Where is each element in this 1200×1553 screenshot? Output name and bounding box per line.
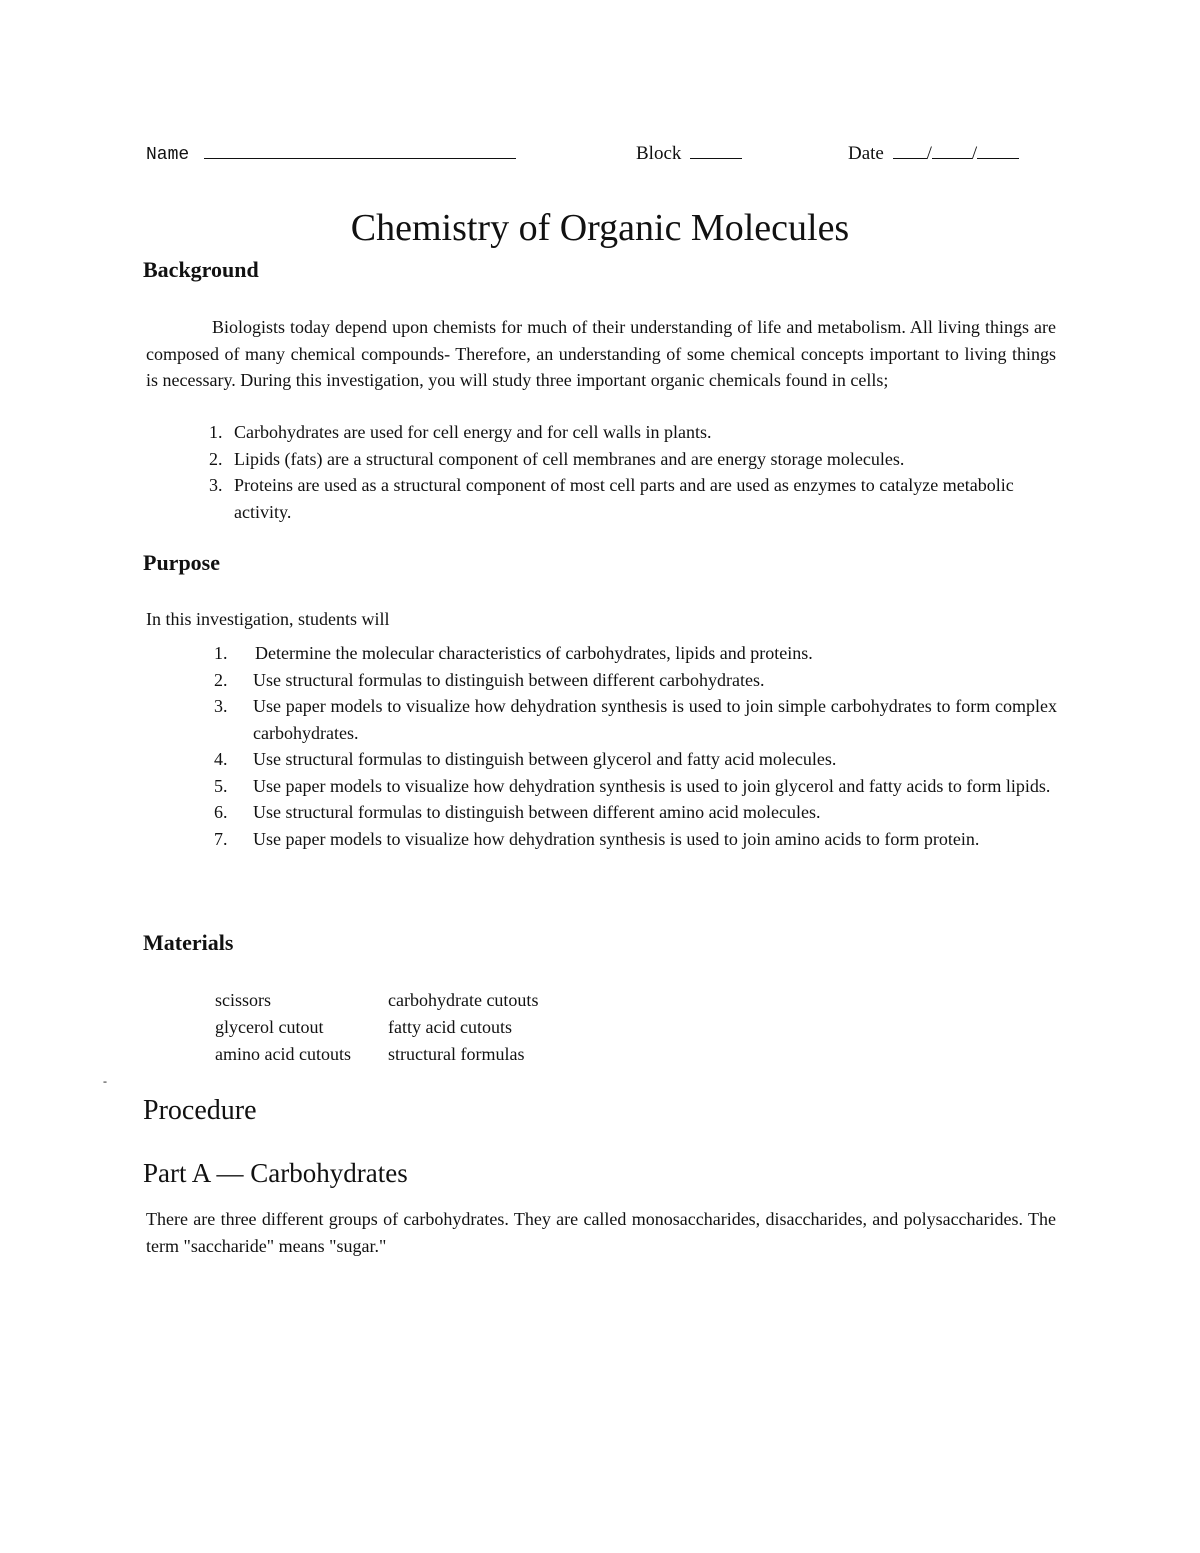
material-cell: scissors	[215, 990, 272, 1010]
list-number: 7.	[214, 828, 228, 849]
material-cell: amino acid cutouts	[215, 1044, 351, 1064]
block-label: Block	[636, 143, 682, 164]
date-separator: /	[971, 143, 978, 164]
list-text: Use structural formulas to distinguish between glycerol and fatty acid molecules.	[253, 749, 837, 769]
date-day-blank[interactable]	[932, 142, 972, 159]
list-item	[214, 640, 1057, 667]
stray-mark: -	[103, 1074, 107, 1088]
part-a-paragraph: There are three different groups of carbohydrates. They are called monosaccharides, disaccharides, and polysaccharides. The term "saccharide" means "sugar."	[146, 1209, 1056, 1256]
list-number: 1.	[209, 422, 223, 442]
list-number: 2.	[209, 448, 223, 469]
list-text: Use paper models to visualize how dehydration synthesis is used to join amino acids to form protein.	[253, 828, 980, 849]
list-text: Use structural formulas to distinguish between different amino acid molecules.	[253, 802, 821, 822]
list-text: Carbohydrates are used for cell energy and for cell walls in plants.	[234, 422, 712, 442]
list-text: Use paper models to visualize how dehydration synthesis is used to join glycerol and fatty acids to form lipids.	[253, 775, 1051, 796]
list-text: Use paper models to visualize how dehydration synthesis is used to join simple carbohydrates to form complex carbohydrates.	[253, 696, 1057, 743]
material-cell: carbohydrate cutouts	[388, 990, 539, 1010]
list-text: Use structural formulas to distinguish between different carbohydrates.	[253, 669, 765, 690]
name-field	[146, 142, 516, 165]
list-item	[214, 693, 1057, 746]
list-item	[209, 446, 1039, 473]
list-number: 3.	[209, 475, 223, 495]
materials-heading: Materials	[143, 930, 234, 955]
date-separator: /	[926, 143, 932, 164]
date-year-blank[interactable]	[977, 142, 1019, 159]
material-cell: structural formulas	[388, 1044, 525, 1064]
list-number: 4.	[214, 749, 228, 769]
list-number: 3.	[214, 696, 228, 716]
list-text: Proteins are used as a structural component of most cell parts and are used as enzymes to catalyze metabolic activity.	[234, 475, 1014, 522]
table-row	[215, 1041, 538, 1068]
block-blank[interactable]	[690, 142, 742, 159]
date-label: Date	[848, 143, 884, 164]
list-number: 2.	[214, 669, 228, 690]
purpose-list	[214, 640, 1057, 852]
procedure-heading: Procedure	[143, 1095, 257, 1126]
table-row	[215, 987, 538, 1014]
material-cell: fatty acid cutouts	[388, 1017, 512, 1037]
list-item	[209, 419, 1039, 446]
list-item	[214, 667, 1057, 694]
list-number: 6.	[214, 802, 228, 822]
background-paragraph	[146, 314, 1056, 394]
background-text: Biologists today depend upon chemists for much of their understanding of life and metabolism. All living things are composed of many chemical compounds- Therefore, an understanding of some chemical concepts important to living things is necessary. During this investigation, you will study three important organic chemicals found in cells;	[146, 317, 1056, 390]
list-item	[214, 746, 1057, 773]
date-month-blank[interactable]	[893, 142, 927, 159]
block-field	[636, 142, 742, 165]
list-item	[214, 799, 1057, 826]
purpose-intro: In this investigation, students will	[146, 609, 390, 629]
list-number: 1.	[214, 643, 228, 663]
list-item	[209, 472, 1039, 525]
purpose-heading: Purpose	[143, 550, 220, 575]
header-fields	[0, 142, 1200, 170]
page-title: Chemistry of Organic Molecules	[350, 207, 850, 249]
background-list	[209, 419, 1039, 525]
material-cell: glycerol cutout	[215, 1017, 324, 1037]
list-text: Lipids (fats) are a structural component of cell membranes and are energy storage molecules.	[234, 448, 905, 469]
list-item	[214, 773, 1057, 800]
part-a-heading: Part A — Carbohydrates	[143, 1158, 408, 1188]
table-row	[215, 1014, 538, 1041]
date-field	[848, 142, 1019, 165]
list-number: 5.	[214, 775, 228, 796]
name-blank[interactable]	[204, 142, 516, 159]
list-item	[214, 826, 1057, 853]
name-label: Name	[146, 145, 190, 165]
list-text: Determine the molecular characteristics of carbohydrates, lipids and proteins.	[255, 643, 813, 663]
background-heading: Background	[143, 257, 259, 282]
materials-table	[215, 987, 538, 1068]
